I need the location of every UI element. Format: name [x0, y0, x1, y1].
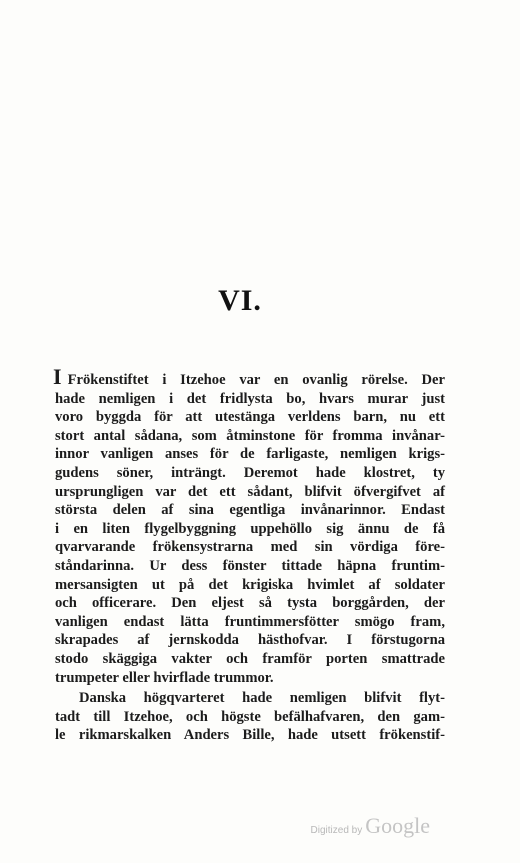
text-line: innor vanligen anses för de farligaste, nemligen krigs- [55, 446, 445, 463]
text-line: gudens söner, inträngt. Deremot hade klostret, ty [55, 464, 445, 481]
text-line: qvarvarande frökensystrarna med sin vördiga före- [55, 539, 445, 556]
text-line: le rikmarskalken Anders Bille, hade utsett frökenstif- [55, 727, 445, 744]
text-line: skrapades af jernskodda hästhofvar. I förstugorna [55, 632, 445, 649]
text-line: mersansigten ut på det krigiska hvimlet af soldater [55, 576, 445, 593]
body-text [53, 364, 445, 745]
text-line: vanligen endast lätta fruntimmersfötter smögo fram, [55, 613, 445, 630]
text-line: I Frökenstiftet i Itzehoe var en ovanlig rörelse. Der [53, 364, 445, 389]
paragraph-2 [55, 689, 445, 745]
text-line: hade nemligen i det fridlysta bo, hvars murar just [55, 390, 445, 407]
watermark-prefix: Digitized by [310, 825, 363, 836]
text-line: i en liten flygelbyggning uppehöllo sig ännu de få [55, 520, 445, 537]
paragraph-1 [53, 364, 445, 687]
text-line: ståndarinna. Ur dess fönster tittade häpna fruntim- [55, 557, 445, 574]
text-line: största delen af sina egentliga invånarinnor. Endast [55, 502, 445, 519]
text-line: Danska högqvarteret hade nemligen blifvit flyt- [79, 690, 445, 707]
text-line: stort antal sådana, som åtminstone för fromma invånar- [55, 427, 445, 444]
digitized-watermark [311, 813, 430, 839]
text-line: ursprungligen var det ett sådant, blifvit öfvergifvet af [55, 483, 445, 500]
chapter-heading: VI. [218, 284, 262, 317]
text-line: trumpeter eller hvirflade trummor. [55, 669, 274, 686]
text-line: stodo skäggiga vakter och framför porten smattrade [55, 650, 445, 667]
drop-cap: I [53, 364, 62, 389]
text-line: tadt till Itzehoe, och högste befälhafvaren, den gam- [55, 708, 445, 725]
google-logo: Google [365, 813, 430, 838]
text-line: voro byggda för att utestänga verldens barn, nu ett [55, 409, 445, 426]
text-line: och officerare. Den eljest så tysta borggården, der [55, 595, 445, 612]
